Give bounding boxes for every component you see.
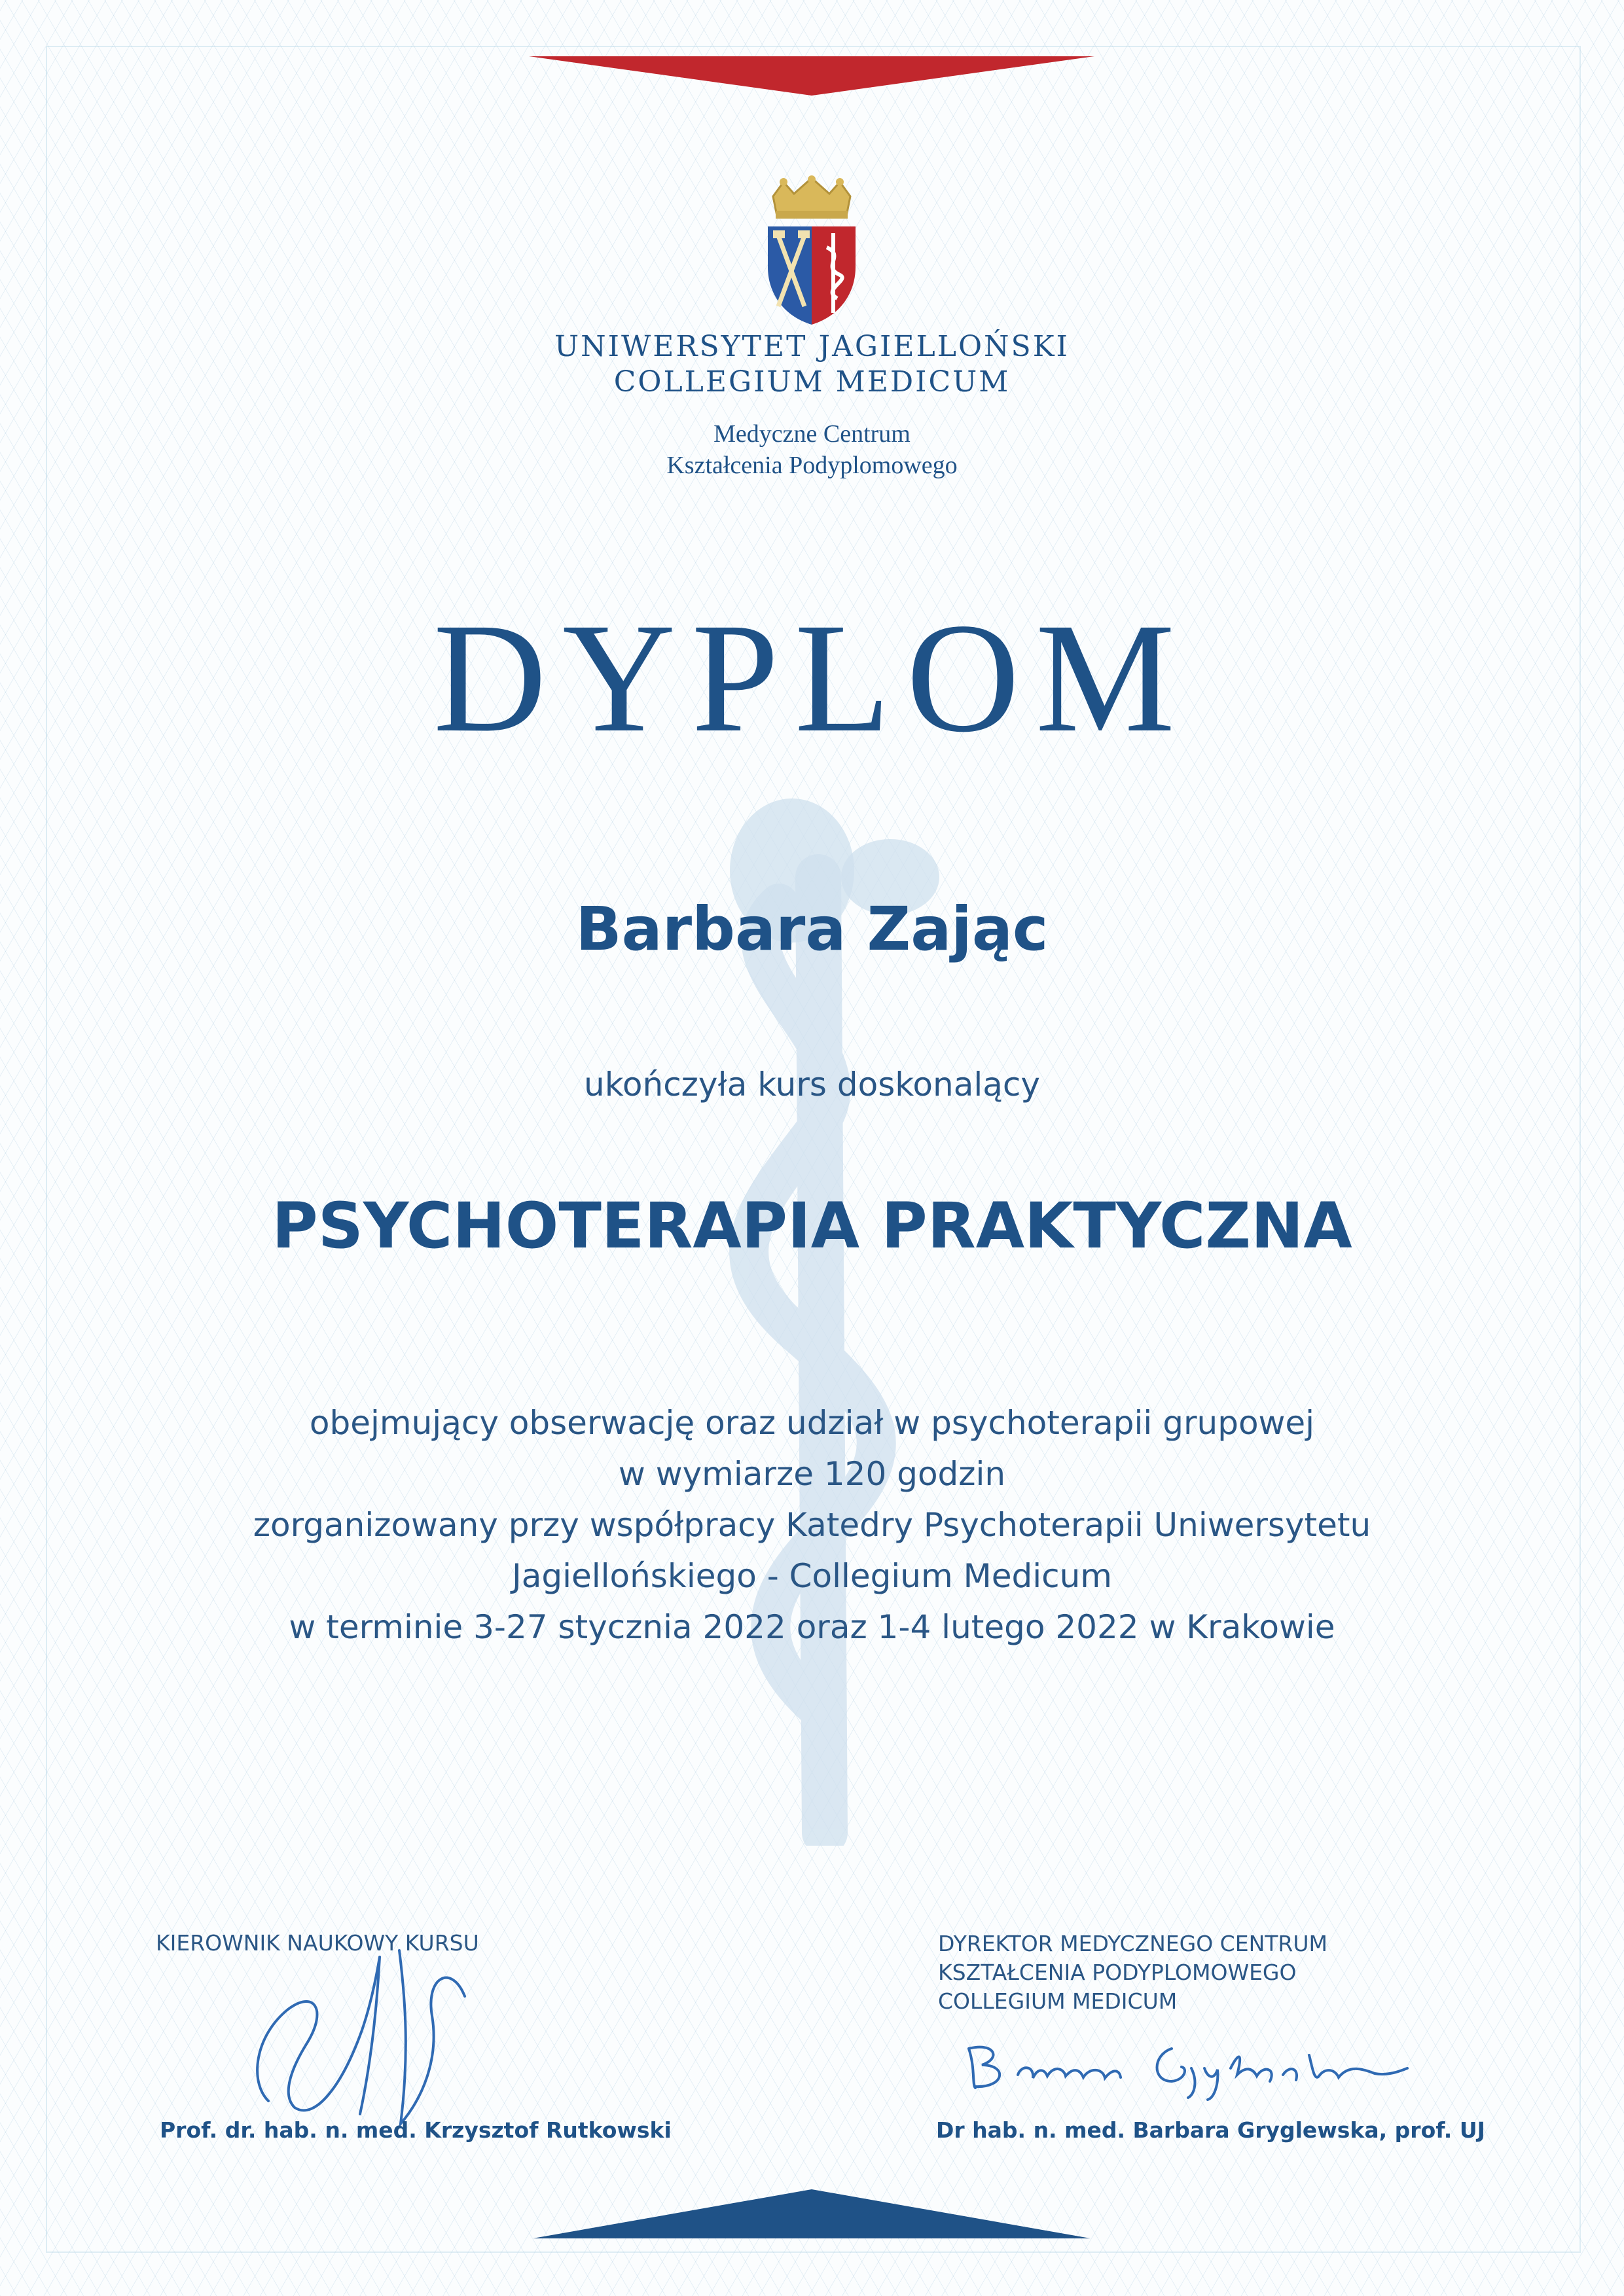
bottom-blue-ribbon (0, 2189, 1624, 2238)
right-signatory-role (938, 1929, 1327, 2016)
recipient-name: Barbara Zając (575, 894, 1049, 964)
description-line: obejmujący obserwację oraz udział w psychoterapii grupowej (309, 1404, 1315, 1442)
description-line: w wymiarze 120 godzin (618, 1455, 1006, 1493)
jagiellonian-university-crest-icon (764, 175, 859, 327)
left-signatory-role: KIEROWNIK NAUKOWY KURSU (156, 1930, 479, 1956)
university-name: UNIWERSYTET JAGIELLOŃSKI (554, 330, 1070, 363)
faculty-name: COLLEGIUM MEDICUM (613, 365, 1011, 399)
description-line: zorganizowany przy współpracy Katedry Psychoterapii Uniwersytetu (253, 1506, 1371, 1544)
top-red-ribbon (0, 56, 1624, 96)
right-signatory-name: Dr hab. n. med. Barbara Gryglewska, prof. UJ (936, 2117, 1485, 2143)
description-line: w terminie 3-27 stycznia 2022 oraz 1-4 lutego 2022 w Krakowie (289, 1608, 1335, 1646)
left-handwritten-signature (229, 1937, 504, 2134)
centre-name-line1: Medyczne Centrum (713, 420, 911, 448)
right-role-line: COLLEGIUM MEDICUM (938, 1988, 1178, 2014)
course-title: PSYCHOTERAPIA PRAKTYCZNA (272, 1189, 1352, 1263)
left-signatory-name: Prof. dr. hab. n. med. Krzysztof Rutkowski (160, 2117, 672, 2143)
right-handwritten-signature (956, 2029, 1414, 2101)
description-line: Jagiellońskiego - Collegium Medicum (511, 1557, 1113, 1595)
diploma-title: DYPLOM (433, 590, 1191, 764)
right-role-line: KSZTAŁCENIA PODYPLOMOWEGO (938, 1960, 1297, 1985)
completion-statement: ukończyła kurs doskonalący (584, 1066, 1040, 1103)
centre-name-line2: Kształcenia Podyplomowego (666, 452, 958, 479)
course-description (157, 1397, 1467, 1653)
right-role-line: DYREKTOR MEDYCZNEGO CENTRUM (938, 1931, 1327, 1956)
